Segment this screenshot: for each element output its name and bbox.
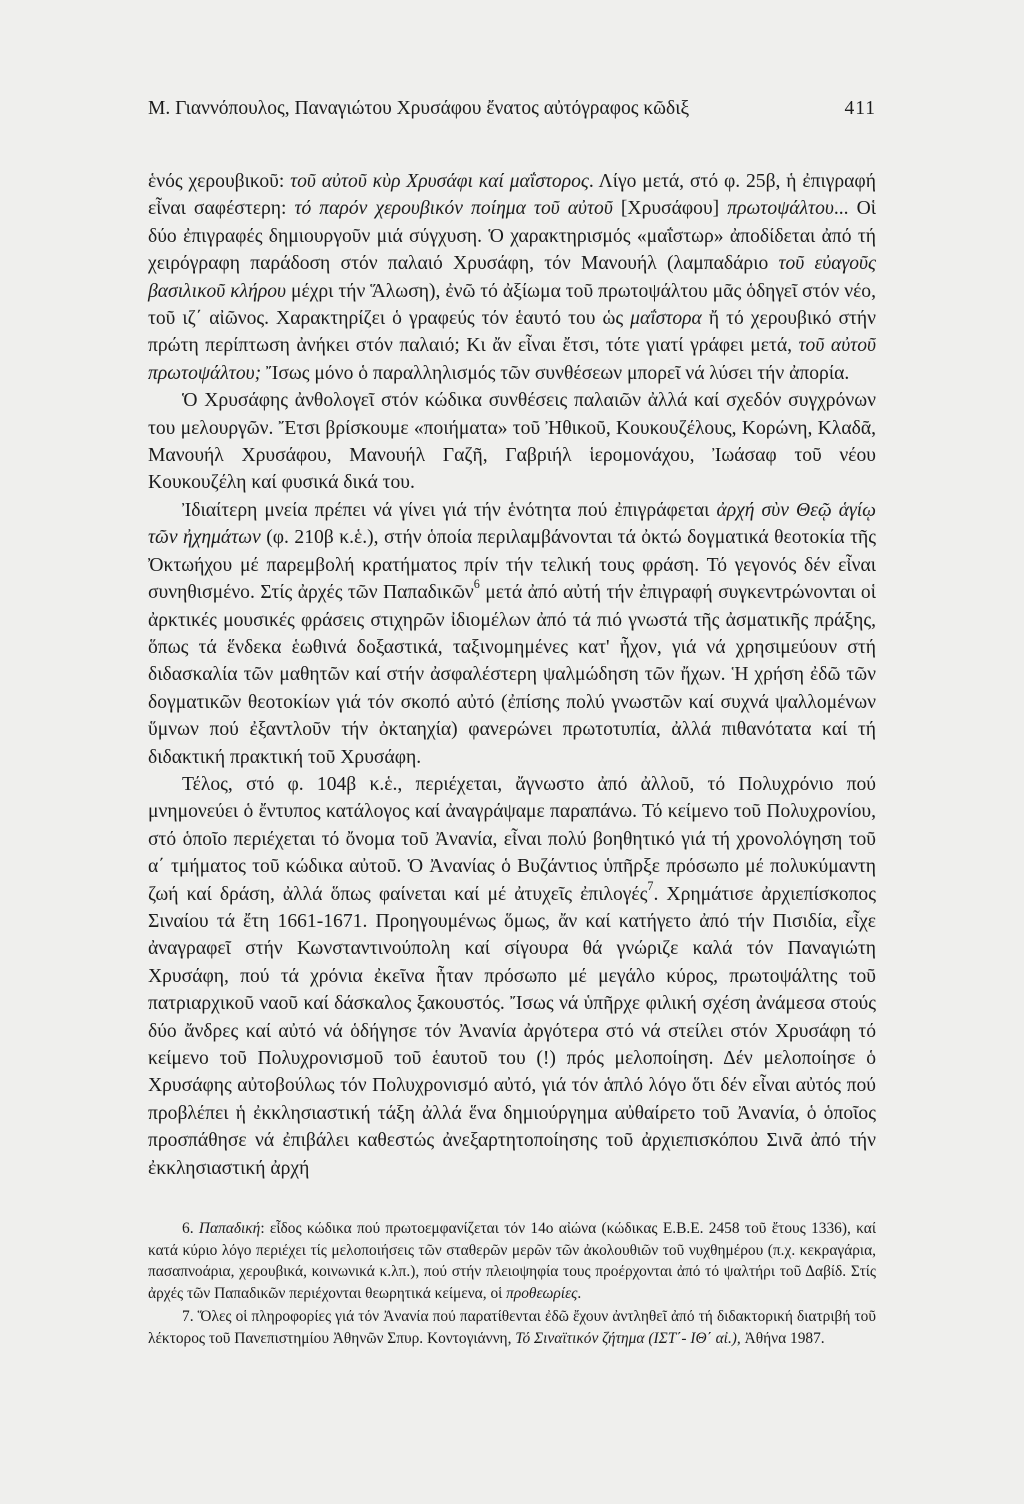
footnote-6: 6. Παπαδική: εἶδος κώδικα πού πρωτοεμφανίζεται τόν 14ο αἰώνα (κώδικας Ε.Β.Ε. 2458 τοῦ ἔτους 1336), καί κατά κύριο λόγο περιέχει τίς μελοποιήσεις τῶν σταθερῶν μερῶν τῶν ἀκολουθιῶν τοῦ νυχθημέρου (π.χ. κεκραγάρια, πασαπνοάρια, χερουβικά, κοινωνικά κ.λπ.), πού στήν πλειοψηφία τους προέρχονται ἀπό τό ψαλτήρι τοῦ Δαβίδ. Στίς ἀρχές τῶν Παπαδικῶν περιέχονται θεωρητικά κείμενα, οἱ προθεωρίες. — [148, 1220, 876, 1302]
footnote-ref-7[interactable]: 7 — [647, 878, 654, 893]
running-title: Μ. Γιαννόπουλος, Παναγιώτου Χρυσάφου ἔνατος αὐτόγραφος κῶδιξ — [148, 98, 690, 119]
main-text — [148, 168, 876, 1182]
footnotes — [148, 1218, 876, 1350]
quoted-phrase: τοῦ αὐτοῦ πρωτοψάλτου; — [148, 335, 876, 384]
paragraph-4: Τέλος, στό φ. 104β κ.ἑ., περιέχεται, ἄγνωστο ἀπό ἀλλοῦ, τό Πολυχρόνιο πού μνημονεύει ὁ ἔντυπος κατάλογος καί ἀναγράψαμε παραπάνω. Τό κείμενο τοῦ Πολυχρονίου, στό ὁποῖο περιέχεται τό ὄνομα τοῦ Ἀνανία, εἶναι πολύ βοηθητικό γιά τή χρονολόγηση τοῦ α΄ τμήματος τοῦ κώδικα αὐτοῦ. Ὁ Ἀνανίας ὁ Βυζάντιος ὑπῆρξε πρόσωπο μέ πολυκύμαντη ζωή καί δράση, ἀλλά ὅπως φαίνεται καί μέ ἀτυχεῖς ἐπιλογές$^7$. Χρημάτισε ἀρχιεπίσκοπος Σιναίου τά ἔτη 1661-1671. Προηγουμένως ὅμως, ἄν καί κατήγετο ἀπό τήν Πισιδία, εἶχε ἀναγραφεῖ στήν Κωνσταντινούπολη καί σίγουρα θά γνώριζε καλά τόν Παναγιώτη Χρυσάφη, πού τά χρόνια ἐκεῖνα ἦταν πρόσωπο μέ μεγάλο κύρος, πρωτοψάλτης τοῦ πατριαρχικοῦ ναοῦ καί δάσκαλος ξακουστός. Ἴσως νά ὑπῆρχε φιλική σχέση ἀνάμεσα στούς δύο ἄνδρες καί αὐτό νά ὁδήγησε τόν Ἀνανία ἀργότερα στό νά στείλει στόν Χρυσάφη τό κείμενο τοῦ Πολυχρονισμοῦ τοῦ ἑαυτοῦ του (!) πρός μελοποίηση. Δέν μελοποίησε ὁ Χρυσάφης αὐτοβούλως τόν Πολυχρονισμό αὐτό, γιά τόν ἁπλό λόγο ὅτι δέν εἶναι αὐτός πού προβλέπει ἡ ἐκκλησιαστική τάξη ἀλλά ἕνα δημιούργημα αὐθαίρετο τοῦ Ἀνανία, ὁ ὁποῖος προσπάθησε νά ἐπιβάλει καθεστώς ἀνεξαρτητοποίησης τοῦ ἀρχιεπισκόπου Σινᾶ ἀπό τήν ἐκκλησιαστική ἀρχή — [148, 773, 876, 1179]
footnote-7: 7. Ὅλες οἱ πληροφορίες γιά τόν Ἀνανία πού παρατίθενται ἐδῶ ἔχουν ἀντληθεῖ ἀπό τή διδακτορική διατριβή τοῦ λέκτορος τοῦ Πανεπιστημίου Ἀθηνῶν Σπυρ. Κοντογιάννη, Τό Σιναϊτικόν ζήτημα (ΙΣΤ΄- ΙΘ΄ αἰ.), Ἀθήνα 1987. — [148, 1308, 876, 1347]
quoted-inscription: ἀρχή σὺν Θεῷ ἁγίῳ τῶν ἠχημάτων — [148, 499, 876, 549]
footnote-number: 6. — [182, 1220, 199, 1237]
quoted-inscription: τό παρόν χερουβικόν ποίημα τοῦ αὐτοῦ — [294, 198, 613, 220]
running-header — [148, 98, 876, 120]
page-number: 411 — [844, 98, 876, 119]
quoted-phrase: μαΐστορα — [630, 308, 702, 330]
footnote-ref-6[interactable]: 6 — [473, 577, 480, 592]
paragraph-2: Ὁ Χρυσάφης ἀνθολογεῖ στόν κώδικα συνθέσεις παλαιῶν ἀλλά καί σχεδόν συγχρόνων του μελουργῶν. Ἔτσι βρίσκουμε «ποιήματα» τοῦ Ἠθικοῦ, Κουκουζέλους, Κορώνη, Κλαδᾶ, Μανουήλ Χρυσάφου, Μανουήλ Γαζῆ, Γαβριήλ ἱερομονάχου, Ἰωάσαφ τοῦ νέου Κουκουζέλη καί φυσικά δικά του. — [148, 390, 876, 494]
paragraph-3: Ἰδιαίτερη μνεία πρέπει νά γίνει γιά τήν ἑνότητα πού ἐπιγράφεται ἀρχή σὺν Θεῷ ἁγίῳ τῶν ἠχημάτων (φ. 210β κ.ἑ.), στήν ὁποία περιλαμβάνονται τά ὀκτώ δογματικά θεοτοκία τῆς Ὀκτωήχου μέ παρεμβολή κρατήματος πρίν τήν τελική τους φράση. Τό γεγονός δέν εἶναι συνηθισμένο. Στίς ἀρχές τῶν Παπαδικῶν$^6$ μετά ἀπό αὐτή τήν ἐπιγραφή συγκεντρώνονται οἱ ἀρκτικές μουσικές φράσεις στιχηρῶν ἰδιομέλων ἀπό τά πιό γνωστά τῆς ἀσματικῆς πράξης, ὅπως τά ἕνδεκα ἑωθινά δοξαστικά, ταξινομημένες κατ' ἦχον, γιά νά χρησιμεύουν στή διδασκαλία τῶν μαθητῶν καί στήν ἀσφαλέστερη ψαλμώδηση τῶν ἤχων. Ἡ χρήση ἐδῶ τῶν δογματικῶν θεοτοκίων γιά τόν σκοπό αὐτό (ἐπίσης πολύ γνωστῶν καί συχνά ψαλλομένων ὕμνων πού ἐξαντλοῦν τήν ὀκταηχία) φανερώνει πρωτοτυπία, ἀλλά πιθανότατα καί τή διδακτική πρακτική τοῦ Χρυσάφη. — [148, 499, 876, 768]
quoted-inscription: πρωτοψάλτου — [727, 198, 834, 220]
quoted-phrase: τοῦ εὐαγοῦς βασιλικοῦ κλήρου — [148, 253, 876, 302]
footnote-number: 7. — [182, 1308, 198, 1326]
paragraph-1: ἑνός χερουβικοῦ: τοῦ αὐτοῦ κὺρ Χρυσάφι καί μαΐστορος. Λίγο μετά, στό φ. 25β, ἡ ἐπιγραφή εἶναι σαφέστερη: τό παρόν χερουβικόν ποίημα τοῦ αὐτοῦ [Χρυσάφου] πρωτοψάλτου... Οἱ δύο ἐπιγραφές δημιουργοῦν μιά σύγχυση. Ὁ χαρακτηρισμός «μαΐστωρ» ἀποδίδεται ἀπό τή χειρόγραφη παράδοση στόν παλαιό Χρυσάφη, τόν Μανουήλ (λαμπαδάριο τοῦ εὐαγοῦς βασιλικοῦ κλήρου μέχρι τήν Ἅλωση), ἐνῶ τό ἀξίωμα τοῦ πρωτοψάλτου μᾶς ὁδηγεῖ στόν νέο, τοῦ ιζ΄ αἰῶνος. Χαρακτηρίζει ὁ γραφεύς τόν ἑαυτό του ὡς μαΐστορα ἤ τό χερουβικό στήν πρώτη περίπτωση ἀνήκει στόν παλαιό; Κι ἄν εἶναι ἔτσι, τότε γιατί γράφει μετά, τοῦ αὐτοῦ πρωτοψάλτου; Ἴσως μόνο ὁ παραλληλισμός τῶν συνθέσεων μπορεῖ νά λύσει τήν ἀπορία. — [148, 171, 877, 384]
quoted-inscription: τοῦ αὐτοῦ κὺρ Χρυσάφι καί μαΐστορος — [290, 171, 589, 192]
